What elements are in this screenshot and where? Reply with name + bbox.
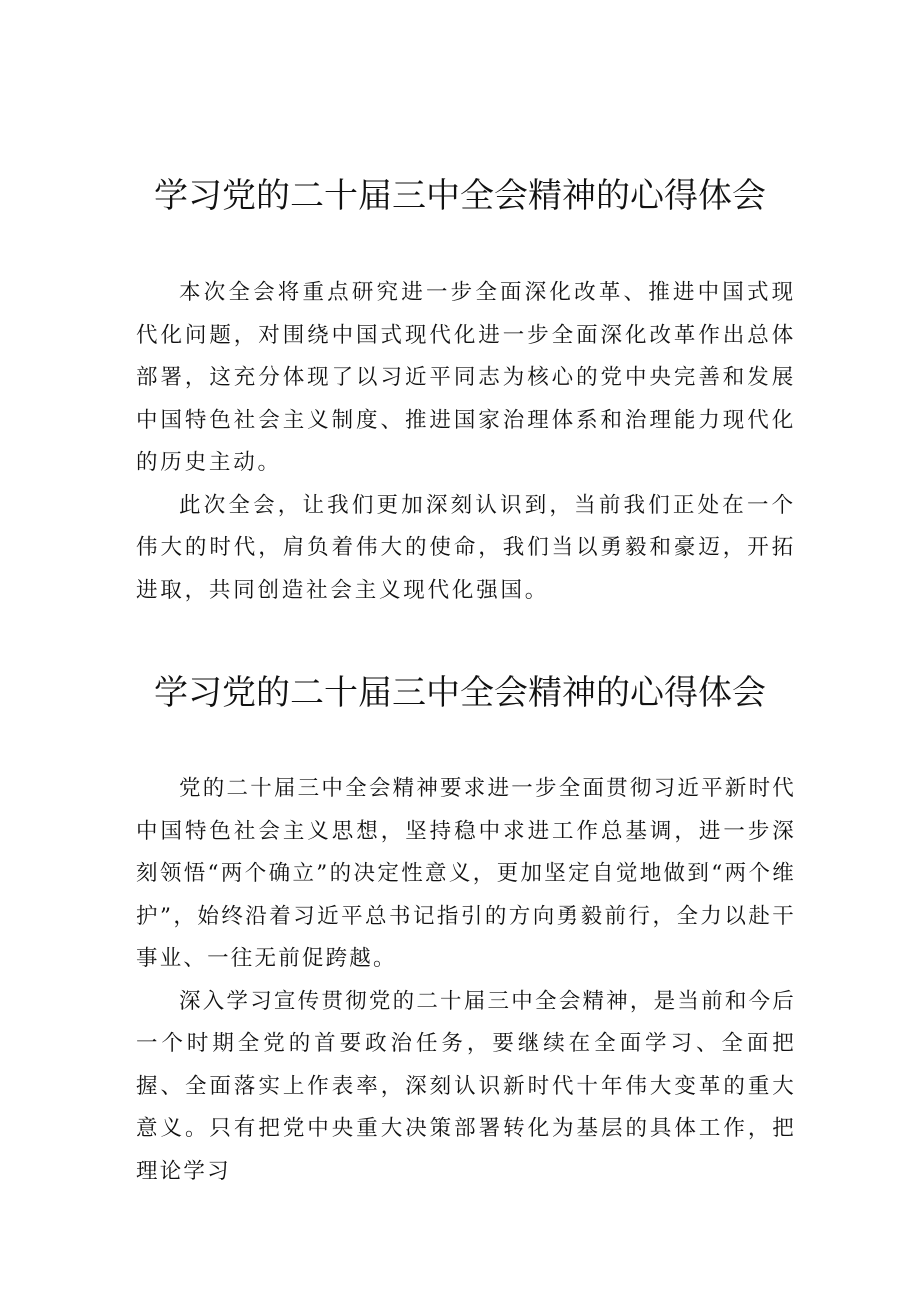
- section-2-title: 学习党的二十届三中全会精神的心得体会: [154, 673, 766, 713]
- section-2-paragraph-2: 深入学习宣传贯彻党的二十届三中全会精神，是当前和今后一个时期全党的首要政治任务，要继续在全面学习、全面把握、全面落实上作表率，深刻认识新时代十年伟大变革的重大意义。只有把党中央重大决策部署转化为基层的具体工作，把理论学习: [136, 988, 796, 1184]
- section-1-paragraph-1: 本次全会将重点研究进一步全面深化改革、推进中国式现代化问题，对围绕中国式现代化进一步全面深化改革作出总体部署，这充分体现了以习近平同志为核心的党中央完善和发展中国特色社会主义制度、推进国家治理体系和治理能力现代化的历史主动。: [136, 280, 796, 475]
- section-1-paragraph-2: 此次全会，让我们更加深刻认识到，当前我们正处在一个伟大的时代，肩负着伟大的使命，我们当以勇毅和豪迈，开拓进取，共同创造社会主义现代化强国。: [136, 492, 796, 603]
- section-2-body: [136, 768, 796, 1193]
- section-1-title: 学习党的二十届三中全会精神的心得体会: [154, 176, 766, 216]
- section-2-paragraph-1: 党的二十届三中全会精神要求进一步全面贯彻习近平新时代中国特色社会主义思想，坚持稳中求进工作总基调，进一步深刻领悟“两个确立”的决定性意义，更加坚定自觉地做到“两个维护”，始终沿着习近平总书记指引的方向勇毅前行，全力以赴干事业、一往无前促跨越。: [136, 776, 796, 971]
- section-1-body: [136, 272, 796, 612]
